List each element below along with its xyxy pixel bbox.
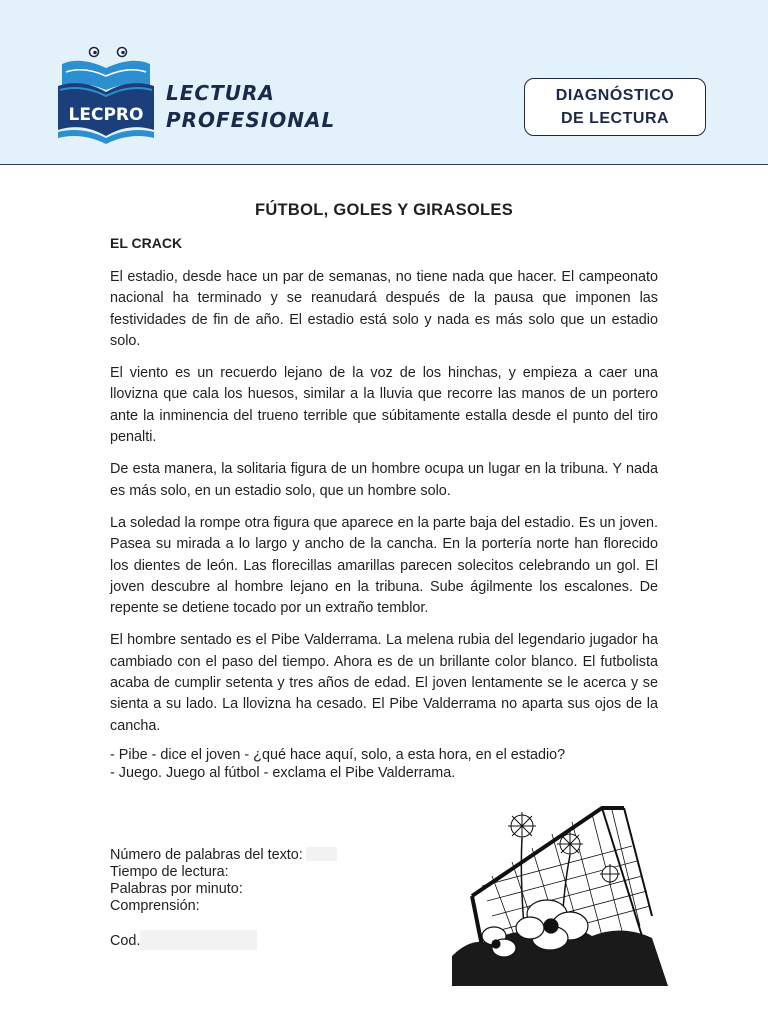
document-title: FÚTBOL, GOLES Y GIRASOLES	[254, 201, 514, 219]
diagnostic-badge	[524, 78, 706, 136]
section-subtitle: EL CRACK	[110, 235, 183, 251]
words-per-minute-label: Palabras por minuto:	[110, 881, 243, 897]
book-logo-icon	[52, 46, 156, 150]
logo-text: LECPRO	[68, 105, 144, 125]
cod-label: Cod.	[110, 933, 141, 949]
reading-time-label: Tiempo de lectura:	[110, 864, 229, 880]
brand-name	[166, 80, 335, 134]
brand-line-2: PROFESIONAL	[166, 108, 336, 132]
words-count-row	[110, 847, 337, 864]
cod-row	[110, 930, 257, 950]
comprehension-label: Comprensión:	[110, 898, 200, 914]
paragraph: De esta manera, la solitaria figura de un hombre ocupa un lugar en la tribuna. Y nada es más solo, en un estadio solo, que un hombre solo.	[110, 461, 658, 499]
reading-form	[110, 847, 337, 915]
dialogue-line: - Pibe - dice el joven - ¿qué hace aquí, solo, a esta hora, en el estadio?	[110, 747, 566, 763]
story-body	[110, 267, 658, 748]
paragraph: El hombre sentado es el Pibe Valderrama. La melena rubia del legendario jugador ha cambiado con el paso del tiempo. Ahora es de un brillante color blanco. El futbolista acaba de cumplir setenta y tres años de edad. El joven lentamente se le acerca y se sienta a su lado. La llovizna ha cesado. El Pibe Valderrama no aparta sus ojos de la cancha.	[110, 632, 658, 734]
paragraph: La soledad la rompe otra figura que aparece en la parte baja del estadio. Es un joven. Pasea su mirada a lo largo y ancho de la cancha. En la portería norte han florecido los dientes de león. Las florecillas amarillas parecen solecitos celebrando un gol. El joven descubre al hombre lejano en la tribuna. Sube ágilmente los escalones. De repente se detiene tocado por un extraño temblor.	[110, 514, 658, 617]
badge-line-2: DE LECTURA	[560, 110, 670, 127]
words-count-label: Número de palabras del texto:	[110, 847, 303, 863]
header-band	[0, 0, 768, 165]
brand-line-1: LECTURA	[166, 81, 275, 105]
cod-field[interactable]	[140, 930, 257, 950]
badge-line-1: DIAGNÓSTICO	[555, 87, 675, 104]
dialogue	[110, 747, 565, 782]
dialogue-line: - Juego. Juego al fútbol - exclama el Pibe Valderrama.	[110, 764, 456, 781]
paragraph: El viento es un recuerdo lejano de la voz de los hinchas, y empieza a caer una llovizna que cala los huesos, similar a la lluvia que recorre las manos de un portero ante la inminencia del trueno terrible que súbitamente estalla desde el punto del tiro penalti.	[110, 365, 658, 446]
soccer-goal-flowers-illustration	[452, 786, 668, 986]
paragraph: El estadio, desde hace un par de semanas, no tiene nada que hacer. El campeonato nacional ha terminado y se reanudará después de la pausa que imponen las festividades de fin de año. El estadio está solo y nada es más solo que un estadio solo.	[110, 269, 658, 349]
words-count-field[interactable]	[306, 847, 337, 861]
